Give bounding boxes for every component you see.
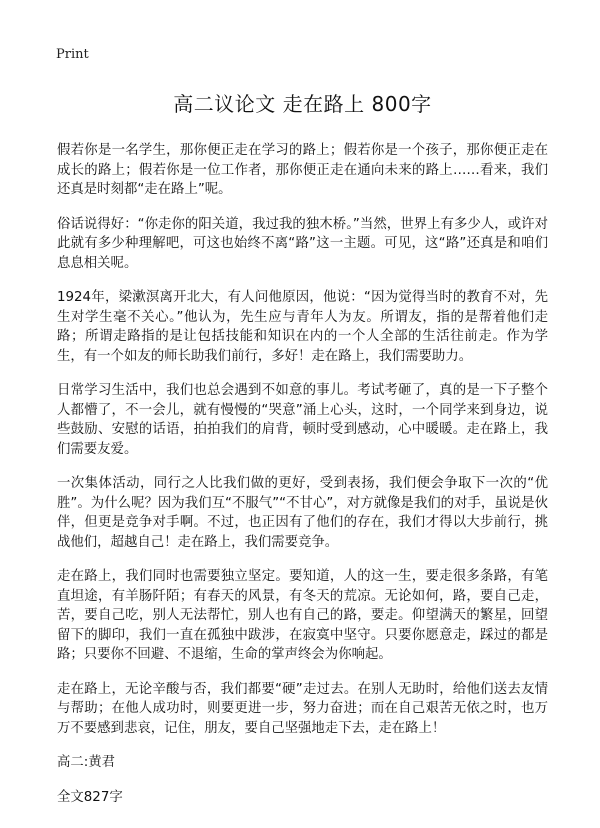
paragraph-1: 假若你是一名学生，那你便正走在学习的路上；假若你是一个孩子，那你便正走在成长的路上；假若你是一位工作者，那你便正走在通向未来的路上……看来，我们还真是时刻都“走在路上”呢。 [57,143,548,197]
paragraph-7: 走在路上，无论辛酸与否，我们都要“硬”走过去。在别人无助时，给他们送去友情与帮助；在他人成功时，则要更进一步，努力奋进；而在自己艰苦无依之时，也万万不要感到悲哀，记住，朋友，要自己坚强地走下去，走在路上！ [57,681,548,736]
print-link[interactable]: Print [56,47,89,62]
author-line: 高二:黄君 [57,755,116,770]
article-body [57,141,548,738]
paragraph-4: 日常学习生活中，我们也总会遇到不如意的事儿。考试考砸了，真的是一下子整个人都懵了，不一会儿，就有慢慢的“哭意”涌上心头，这时，一个同学来到身边，说些鼓励、安慰的话语，拍拍我们的肩背，顿时受到感动，心中暖暖。走在路上，我们需要友爱。 [57,383,548,457]
word-count: 全文827字 [57,789,123,805]
paragraph-5: 一次集体活动，同行之人比我们做的更好，受到表扬，我们便会争取下一次的“优胜”。为什么呢？因为我们互“不服气”“不甘心”，对方就像是我们的对手，虽说是伙伴，但更是竞争对手啊。不过，也正因有了他们的存在，我们才得以大步前行，挑战他们，超越自己！走在路上，我们需要竞争。 [57,476,548,550]
paragraph-3: 1924年，梁漱溟离开北大，有人问他原因，他说：“因为觉得当时的教育不对，先生对学生毫不关心。”他认为，先生应与青年人为友。所谓友，指的是帮着他们走路；所谓走路指的是让包括技能和知识在内的一个人全部的生活往前走。作为学生，有一个如友的师长助我们前行，多好！走在路上，我们需要助力。 [57,290,548,364]
article-title: 高二议论文 走在路上 800字 [173,92,432,116]
paragraph-6: 走在路上，我们同时也需要独立坚定。要知道，人的这一生，要走很多条路，有笔直坦途，有羊肠阡陌；有春天的风景，有冬天的荒凉。无论如何，路，要自己走，苦，要自己吃，别人无法帮忙，别人也有自己的路，要走。仰望满天的繁星，回望留下的脚印，我们一直在孤独中跋涉，在寂寞中坚守。只要你愿意走，踩过的都是路；只要你不回避、不退缩，生命的掌声终会为你响起。 [57,569,548,662]
paragraph-2: 俗话说得好：“你走你的阳关道，我过我的独木桥。”当然，世界上有多少人，或许对此就有多少种理解吧，可这也始终不离“路”这一主题。可见，这“路”还真是和咱们息息相关呢。 [57,216,548,271]
